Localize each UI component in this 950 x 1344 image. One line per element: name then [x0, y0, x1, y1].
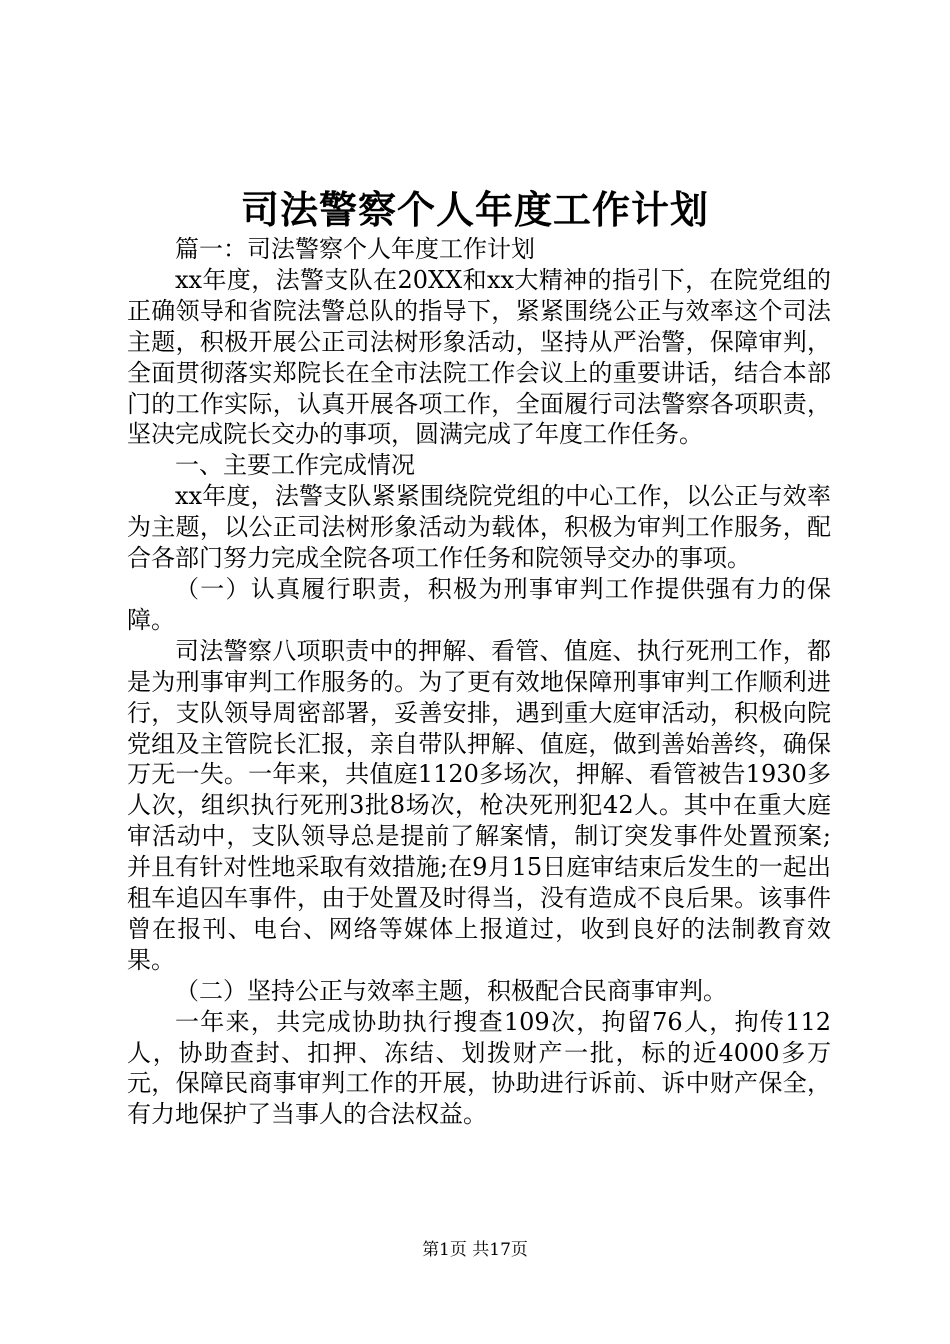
page-footer: 第1页 共17页	[422, 1240, 528, 1260]
document-body	[127, 234, 831, 1130]
paragraph-criminal-trial: 司法警察八项职责中的押解、看管、值庭、执行死刑工作，都是为刑事审判工作服务的。为了更有效地保障刑事审判工作顺利进行，支队领导周密部署，妥善安排，遇到重大庭审活动，积极向院党组及主管院长汇报，亲自带队押解、值庭，做到善始善终，确保万无一失。一年来，共值庭1120多场次，押解、看管被告1930多人次，组织执行死刑3批8场次，枪决死刑犯42人。其中在重大庭审活动中，支队领导总是提前了解案情，制订突发事件处置预案;并且有针对性地采取有效措施;在9月15日庭审结束后发生的一起出租车追囚车事件，由于处置及时得当，没有造成不良后果。该事件曾在报刊、电台、网络等媒体上报道过，收到良好的法制教育效果。	[127, 636, 831, 974]
subheading-civil-trial: （二）坚持公正与效率主题，积极配合民商事审判。	[175, 976, 727, 1005]
paragraph-main-work: xx年度，法警支队紧紧围绕院党组的中心工作，以公正与效率为主题，以公正司法树形象活动为载体，积极为审判工作服务，配合各部门努力完成全院各项工作任务和院领导交办的事项。	[127, 482, 831, 573]
subheading-criminal-trial: （一）认真履行职责，积极为刑事审判工作提供强有力的保障。	[127, 574, 831, 634]
document-title: 司法警察个人年度工作计划	[240, 187, 709, 232]
paragraph-heading-part-one: 篇一：司法警察个人年度工作计划	[175, 235, 535, 263]
paragraph-civil-trial: 一年来，共完成协助执行搜查109次，拘留76人，拘传112人，协助查封、扣押、冻结、划拨财产一批，标的近4000多万元，保障民商事审判工作的开展，协助进行诉前、诉中财产保全，有力地保护了当事人的合法权益。	[127, 1007, 831, 1129]
section-heading-main-work: 一、主要工作完成情况	[175, 451, 415, 480]
paragraph-intro: xx年度，法警支队在20XX和xx大精神的指引下，在院党组的正确领导和省院法警总队的指导下，紧紧围绕公正与效率这个司法主题，积极开展公正司法树形象活动，坚持从严治警，保障审判，全面贯彻落实郑院长在全市法院工作会议上的重要讲话，结合本部门的工作实际，认真开展各项工作，全面履行司法警察各项职责，坚决完成院长交办的事项，圆满完成了年度工作任务。	[127, 265, 831, 449]
